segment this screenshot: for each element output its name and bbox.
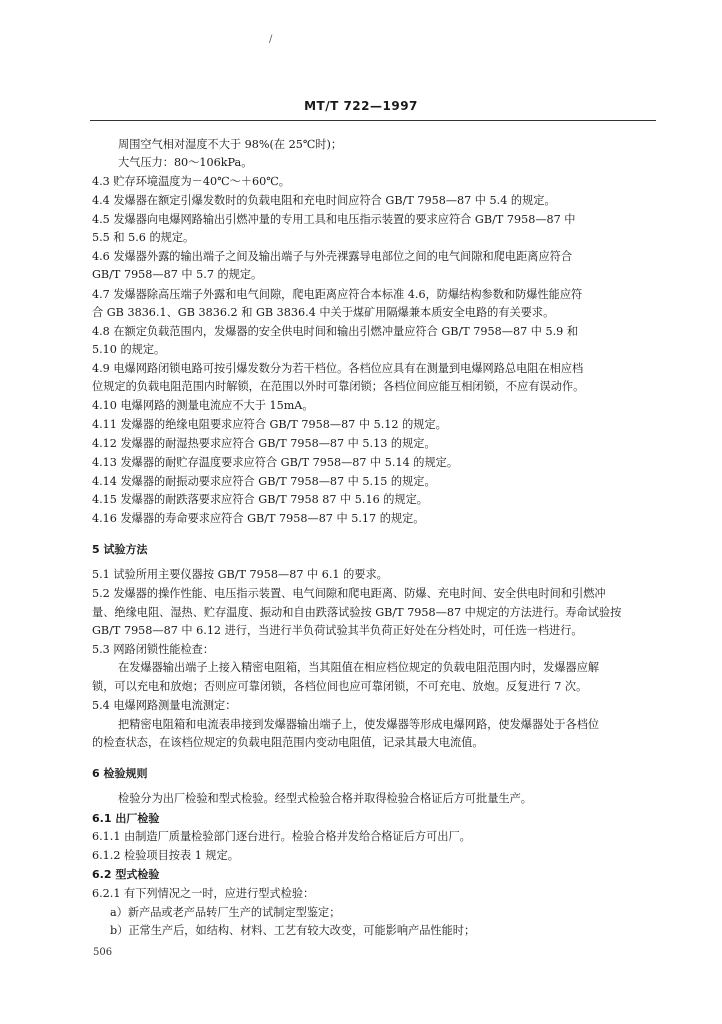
clause-6-1-1: 6.1.1 由制造厂质量检验部门逐台进行。检验合格并发给合格证后方可出厂。: [92, 830, 471, 843]
clause-4-10: 4.10 电爆网路的测量电流应不大于 15mA。: [92, 399, 314, 412]
text-line: GB/T 7958—87 中 5.7 的规定。: [92, 268, 263, 281]
clause-4-14: 4.14 发爆器的耐振动要求应符合 GB/T 7958—87 中 5.15 的规定。: [92, 475, 436, 488]
text-line: 的检查状态，在该档位规定的负载电阻范围内变动电阻值，记录其最大电流值。: [92, 736, 484, 749]
header-rule: [90, 120, 656, 121]
clause-4-15: 4.15 发爆器的耐跌落要求应符合 GB/T 7958 87 中 5.16 的规定。: [92, 493, 428, 506]
subsection-heading-6-2: 6.2 型式检验: [92, 868, 160, 881]
text-line: 周围空气相对湿度不大于 98%(在 25℃时)；: [118, 138, 343, 151]
clause-5-4: 5.4 电爆网路测量电流测定：: [92, 699, 237, 712]
subsection-heading-6-1: 6.1 出厂检验: [92, 812, 160, 825]
clause-4-3: 4.3 贮存环境温度为－40℃～＋60℃。: [92, 175, 290, 188]
clause-5-3: 5.3 网路闭锁性能检查：: [92, 643, 215, 656]
text-line: 量、绝缘电阻、湿热、贮存温度、振动和自由跌落试验按 GB/T 7958—87 中规定的方法进行。寿命试验按: [92, 606, 622, 619]
section-heading-6: 6 检验规则: [92, 767, 148, 780]
text-line: GB/T 7958—87 中 6.12 进行，当进行半负荷试验其半负荷正好处在分档处时，可任选一档进行。: [92, 624, 583, 637]
clause-4-8: 4.8 在额定负载范围内，发爆器的安全供电时间和输出引燃冲量应符合 GB/T 7958—87 中 5.9 和: [92, 325, 579, 338]
clause-4-13: 4.13 发爆器的耐贮存温度要求应符合 GB/T 7958—87 中 5.14 的规定。: [92, 456, 459, 469]
text-line: 把精密电阻箱和电流表串接到发爆器输出端子上，使发爆器等形成电爆网路，使发爆器处于各档位: [118, 718, 600, 731]
clause-4-9: 4.9 电爆网路闭锁电路可按引爆发数分为若干档位。各档位应具有在测量到电爆网路总电阻在相应档: [92, 362, 584, 375]
text-line: 大气压力：80～106kPa。: [118, 156, 253, 169]
page-number: 506: [93, 947, 113, 958]
clause-4-7: 4.7 发爆器除高压端子外露和电气间隙，爬电距离应符合本标准 4.6，防爆结构参数和防爆性能应符: [92, 288, 583, 301]
clause-4-12: 4.12 发爆器的耐湿热要求应符合 GB/T 7958—87 中 5.13 的规定。: [92, 437, 436, 450]
list-item: a）新产品或老产品转厂生产的试制定型鉴定；: [110, 906, 341, 919]
text-line: 锁，可以充电和放炮；否则应可靠闭锁，各档位间也应可靠闭锁，不可充电、放炮。反复进行 7 次。: [92, 680, 588, 693]
text-line: 位规定的负载电阻范围内时解锁，在范围以外时可靠闭锁；各档位间应能互相闭锁，不应有误动作。: [92, 380, 585, 393]
clause-4-4: 4.4 发爆器在额定引爆发数时的负载电阻和充电时间应符合 GB/T 7958—87 中 5.4 的规定。: [92, 194, 556, 207]
text-line: 检验分为出厂检验和型式检验。经型式检验合格并取得检验合格证后方可批量生产。: [118, 792, 532, 805]
clause-4-6: 4.6 发爆器外露的输出端子之间及输出端子与外壳裸露导电部位之间的电气间隙和爬电距离应符合: [92, 250, 573, 263]
clause-5-2: 5.2 发爆器的操作性能、电压指示装置、电气间隙和爬电距离、防爆、充电时间、安全供电时间和引燃冲: [92, 587, 606, 600]
clause-6-2-1: 6.2.1 有下列情况之一时，应进行型式检验：: [92, 887, 315, 900]
clause-4-11: 4.11 发爆器的绝缘电阻要求应符合 GB/T 7958—87 中 5.12 的规定。: [92, 418, 447, 431]
scan-mark: /: [269, 34, 273, 45]
text-line: 在发爆器输出端子上接入精密电阻箱，当其阻值在相应档位规定的负载电阻范围内时，发爆器应解: [118, 661, 600, 674]
section-heading-5: 5 试验方法: [92, 543, 148, 556]
clause-4-5: 4.5 发爆器向电爆网路输出引燃冲量的专用工具和电压指示装置的要求应符合 GB/T 7958—87 中: [92, 213, 576, 226]
text-line: 合 GB 3836.1、GB 3836.2 和 GB 3836.4 中关于煤矿用隔爆兼本质安全电路的有关要求。: [92, 306, 555, 319]
clause-4-16: 4.16 发爆器的寿命要求应符合 GB/T 7958—87 中 5.17 的规定。: [92, 512, 425, 525]
clause-6-1-2: 6.1.2 检验项目按表 1 规定。: [92, 849, 239, 862]
page-header: MT/T 722—1997: [304, 99, 418, 113]
clause-5-1: 5.1 试验所用主要仪器按 GB/T 7958—87 中 6.1 的要求。: [92, 568, 388, 581]
text-line: 5.10 的规定。: [92, 343, 166, 356]
text-line: 5.5 和 5.6 的规定。: [92, 231, 195, 244]
list-item: b）正常生产后，如结构、材料、工艺有较大改变，可能影响产品性能时；: [110, 924, 476, 937]
